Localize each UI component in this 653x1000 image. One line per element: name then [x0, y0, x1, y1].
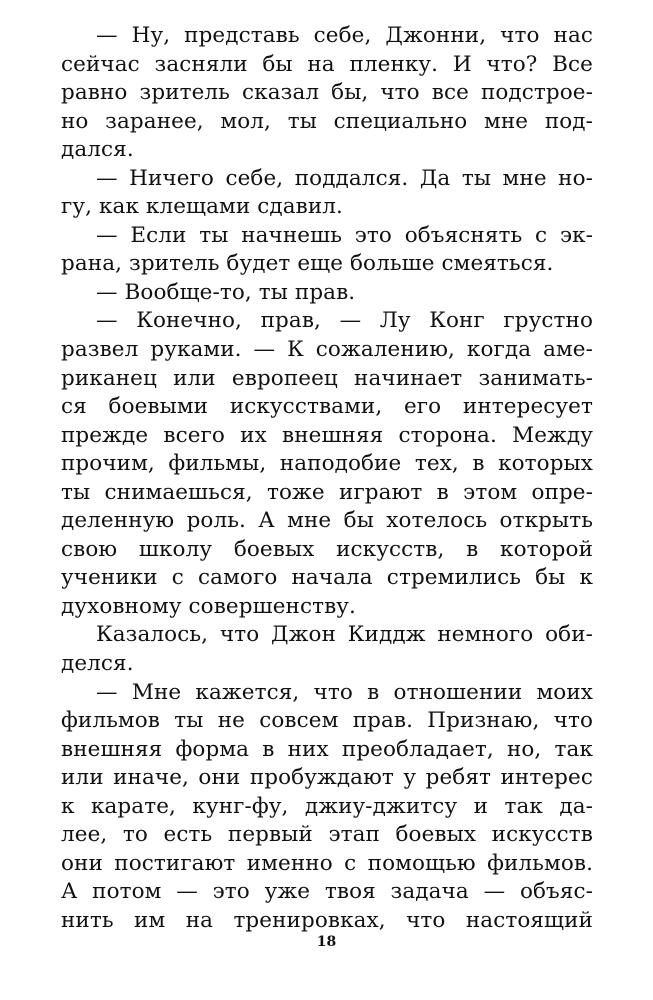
text-line: Казалось, что Джон Киддж немного оби- [96, 622, 593, 648]
text-line: гу, как клещами сдавил. [61, 194, 343, 220]
text-line: или иначе, они пробуждают у ребят интерес [61, 765, 593, 791]
text-line: рана, зритель будет еще больше смеяться. [61, 251, 554, 277]
text-line: ся боевыми искусствами, его интересует [61, 394, 593, 420]
text-line: равно зритель сказал бы, что все подстрое- [61, 80, 593, 106]
page-number: 18 [316, 934, 337, 950]
text-line: свою школу боевых искусств, в которой [61, 536, 593, 562]
text-line: лее, то есть первый этап боевых искусств [61, 822, 593, 848]
text-line: но заранее, мол, ты специально мне под- [61, 108, 593, 134]
text-line: — Мне кажется, что в отношении моих [96, 679, 593, 705]
text-line: делся. [61, 651, 134, 677]
text-line: прочим, фильмы, наподобие тех, в которых [61, 451, 593, 477]
text-line: к карате, кунг-фу, джиу-джитсу и так да- [61, 793, 593, 819]
text-line: ученики с самого начала стремились бы к [61, 565, 593, 591]
text-line: ты снимаешься, тоже играют в этом опре- [61, 479, 593, 505]
text-line: нить им на тренировках, что настоящий [61, 907, 593, 933]
text-line: внешняя форма в них преобладает, но, так [61, 736, 593, 762]
text-line: развел руками. — К сожалению, когда аме- [61, 337, 593, 363]
text-line: — Если ты начнешь это объяснять с эк- [96, 222, 593, 248]
text-line: А потом — это уже твоя задача — объяс- [61, 879, 593, 905]
text-line: риканец или европеец начинает занимать- [61, 365, 593, 391]
text-line: прежде всего их внешняя сторона. Между [61, 422, 593, 448]
text-line: они постигают именно с помощью фильмов. [61, 850, 593, 876]
text-line: — Вообще-то, ты прав. [96, 279, 356, 305]
text-line: — Ничего себе, поддался. Да ты мне но- [96, 165, 593, 191]
text-line: деленную роль. А мне бы хотелось открыть [61, 508, 593, 534]
text-line: сейчас засняли бы на пленку. И что? Все [61, 51, 593, 77]
text-line: — Конечно, прав, — Лу Конг грустно [96, 308, 593, 334]
text-line: — Ну, представь себе, Джонни, что нас [96, 23, 593, 48]
text-line: дался. [61, 137, 134, 163]
book-page-text [61, 22, 593, 936]
text-line: фильмов ты не совсем прав. Признаю, что [61, 708, 593, 734]
text-line: духовному совершенству. [61, 593, 356, 619]
